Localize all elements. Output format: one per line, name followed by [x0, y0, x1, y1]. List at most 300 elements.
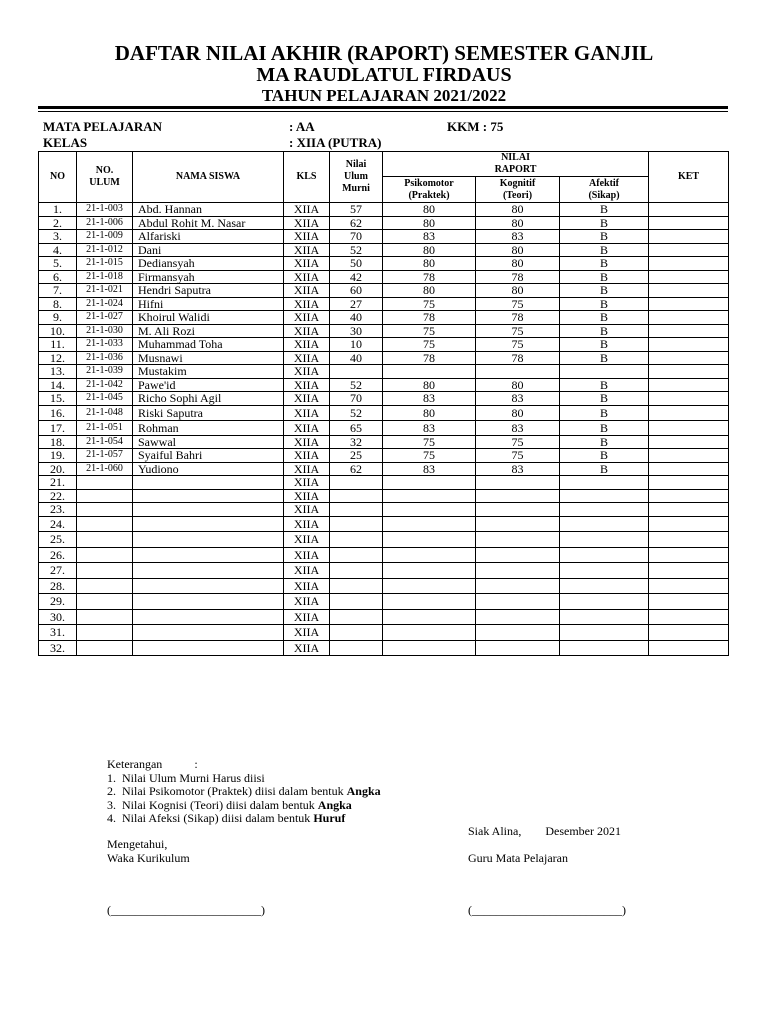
table-row [39, 378, 729, 392]
cell-no: 32. [39, 640, 77, 656]
cell-no: 24. [39, 516, 77, 532]
table-row [39, 257, 729, 271]
cell-no: 5. [39, 257, 77, 271]
cell-kognitif: 83 [476, 392, 560, 406]
cell-no: 22. [39, 489, 77, 503]
cell-no: 11. [39, 338, 77, 352]
cell-psikomotor [383, 547, 476, 563]
cell-nama: Yudiono [133, 462, 284, 476]
cell-afektif: B [560, 243, 649, 257]
cell-kls: XIIA [284, 338, 330, 352]
cell-nama: Syaiful Bahri [133, 449, 284, 463]
cell-nilai-ulum: 62 [330, 462, 383, 476]
cell-psikomotor [383, 476, 476, 490]
cell-psikomotor: 75 [383, 435, 476, 449]
table-row [39, 449, 729, 463]
cell-kognitif: 78 [476, 311, 560, 325]
cell-afektif: B [560, 435, 649, 449]
table-row [39, 609, 729, 625]
cell-no-ulum [77, 563, 133, 579]
cell-no-ulum: 21-1-009 [77, 230, 133, 244]
table-row [39, 578, 729, 594]
cell-afektif: B [560, 284, 649, 298]
cell-kls: XIIA [284, 476, 330, 490]
cell-psikomotor: 80 [383, 405, 476, 420]
cell-afektif: B [560, 230, 649, 244]
cell-nilai-ulum: 40 [330, 311, 383, 325]
cell-afektif: B [560, 270, 649, 284]
cell-kognitif [476, 609, 560, 625]
subject-value: : AA [289, 119, 315, 134]
school-name: MA RAUDLATUL FIRDAUS [256, 64, 512, 86]
right-sign-role: Guru Mata Pelajaran [468, 851, 568, 865]
cell-ket [649, 365, 729, 379]
cell-kls: XIIA [284, 609, 330, 625]
cell-afektif [560, 547, 649, 563]
cell-no-ulum [77, 476, 133, 490]
cell-no: 17. [39, 420, 77, 435]
cell-nilai-ulum: 42 [330, 270, 383, 284]
cell-nama [133, 625, 284, 641]
table-row [39, 435, 729, 449]
right-signature-line: (_________________________) [468, 903, 626, 917]
cell-psikomotor: 78 [383, 311, 476, 325]
cell-no: 9. [39, 311, 77, 325]
col-header-nilai-raport: NILAI RAPORT [383, 152, 649, 177]
cell-nama [133, 516, 284, 532]
cell-psikomotor [383, 594, 476, 610]
cell-nilai-ulum [330, 625, 383, 641]
cell-kls: XIIA [284, 640, 330, 656]
cell-afektif: B [560, 324, 649, 338]
cell-kls: XIIA [284, 405, 330, 420]
note-item: 2. Nilai Psikomotor (Praktek) diisi dalam bentuk Angka [107, 784, 381, 798]
place-date: Siak Alina, Desember 2021 [468, 824, 621, 838]
cell-kls: XIIA [284, 297, 330, 311]
notes-section [107, 758, 381, 826]
cell-nama [133, 532, 284, 548]
cell-psikomotor: 75 [383, 324, 476, 338]
document-title: DAFTAR NILAI AKHIR (RAPORT) SEMESTER GANJIL [114, 41, 654, 65]
cell-nilai-ulum: 50 [330, 257, 383, 271]
cell-no-ulum [77, 489, 133, 503]
cell-nama: Abdul Rohit M. Nasar [133, 216, 284, 230]
cell-kognitif: 83 [476, 462, 560, 476]
grades-table [38, 151, 729, 656]
cell-nilai-ulum [330, 594, 383, 610]
cell-nama: Dediansyah [133, 257, 284, 271]
cell-nilai-ulum: 27 [330, 297, 383, 311]
cell-kls: XIIA [284, 420, 330, 435]
cell-kls: XIIA [284, 625, 330, 641]
cell-kognitif: 80 [476, 405, 560, 420]
cell-no: 16. [39, 405, 77, 420]
cell-nama [133, 547, 284, 563]
table-row [39, 516, 729, 532]
cell-kognitif [476, 489, 560, 503]
cell-afektif [560, 563, 649, 579]
cell-nama: Alfariski [133, 230, 284, 244]
table-row [39, 532, 729, 548]
cell-ket [649, 532, 729, 548]
cell-afektif [560, 532, 649, 548]
cell-psikomotor [383, 578, 476, 594]
cell-no-ulum [77, 503, 133, 517]
cell-no-ulum [77, 609, 133, 625]
cell-nilai-ulum: 30 [330, 324, 383, 338]
cell-ket [649, 625, 729, 641]
cell-kls: XIIA [284, 449, 330, 463]
cell-no-ulum: 21-1-024 [77, 297, 133, 311]
table-row [39, 392, 729, 406]
cell-no: 28. [39, 578, 77, 594]
cell-psikomotor: 83 [383, 462, 476, 476]
cell-kognitif: 80 [476, 243, 560, 257]
table-row [39, 476, 729, 490]
cell-no-ulum: 21-1-003 [77, 203, 133, 217]
cell-nama [133, 489, 284, 503]
cell-kognitif: 83 [476, 420, 560, 435]
cell-ket [649, 462, 729, 476]
cell-ket [649, 516, 729, 532]
cell-no-ulum [77, 640, 133, 656]
cell-no-ulum: 21-1-021 [77, 284, 133, 298]
cell-kls: XIIA [284, 203, 330, 217]
cell-nilai-ulum [330, 365, 383, 379]
cell-afektif: B [560, 378, 649, 392]
cell-no: 8. [39, 297, 77, 311]
cell-psikomotor: 75 [383, 449, 476, 463]
cell-psikomotor [383, 516, 476, 532]
cell-ket [649, 203, 729, 217]
cell-no-ulum: 21-1-042 [77, 378, 133, 392]
cell-nama [133, 563, 284, 579]
cell-ket [649, 243, 729, 257]
cell-psikomotor: 80 [383, 378, 476, 392]
cell-no: 6. [39, 270, 77, 284]
cell-nama: Muhammad Toha [133, 338, 284, 352]
cell-kognitif [476, 578, 560, 594]
cell-ket [649, 640, 729, 656]
cell-nilai-ulum [330, 476, 383, 490]
cell-kognitif: 75 [476, 297, 560, 311]
cell-psikomotor: 78 [383, 270, 476, 284]
cell-nama [133, 503, 284, 517]
cell-no: 29. [39, 594, 77, 610]
cell-kognitif: 75 [476, 435, 560, 449]
note-item: 1. Nilai Ulum Murni Harus diisi [107, 770, 265, 785]
cell-nilai-ulum [330, 516, 383, 532]
cell-kognitif [476, 547, 560, 563]
cell-no: 31. [39, 625, 77, 641]
cell-nama [133, 594, 284, 610]
cell-nilai-ulum: 70 [330, 392, 383, 406]
cell-no: 26. [39, 547, 77, 563]
cell-ket [649, 230, 729, 244]
cell-nama: Musnawi [133, 351, 284, 365]
cell-afektif: B [560, 203, 649, 217]
cell-psikomotor: 78 [383, 351, 476, 365]
cell-nilai-ulum: 62 [330, 216, 383, 230]
cell-nama: Mustakim [133, 365, 284, 379]
cell-afektif [560, 365, 649, 379]
cell-nama: Hifni [133, 297, 284, 311]
cell-kls: XIIA [284, 230, 330, 244]
cell-nama: Firmansyah [133, 270, 284, 284]
cell-nama: Abd. Hannan [133, 203, 284, 217]
cell-no-ulum [77, 547, 133, 563]
cell-afektif: B [560, 338, 649, 352]
cell-afektif: B [560, 257, 649, 271]
cell-nilai-ulum [330, 532, 383, 548]
cell-afektif [560, 625, 649, 641]
cell-afektif [560, 640, 649, 656]
cell-no: 14. [39, 378, 77, 392]
cell-psikomotor: 80 [383, 203, 476, 217]
class-value: : XIIA (PUTRA) [289, 135, 382, 150]
left-signature-line: (_________________________) [107, 903, 265, 917]
cell-nilai-ulum [330, 489, 383, 503]
cell-kls: XIIA [284, 216, 330, 230]
cell-no: 2. [39, 216, 77, 230]
table-row [39, 462, 729, 476]
table-row [39, 216, 729, 230]
cell-no-ulum: 21-1-051 [77, 420, 133, 435]
cell-nilai-ulum: 52 [330, 405, 383, 420]
cell-ket [649, 420, 729, 435]
cell-no-ulum: 21-1-054 [77, 435, 133, 449]
cell-afektif [560, 476, 649, 490]
cell-nilai-ulum [330, 547, 383, 563]
note-item: 3. Nilai Kognisi (Teori) diisi dalam bentuk Angka [107, 797, 352, 812]
cell-kognitif [476, 640, 560, 656]
col-header-afektif: Afektif (Sikap) [560, 177, 649, 203]
table-row [39, 270, 729, 284]
cell-nilai-ulum: 65 [330, 420, 383, 435]
cell-nama: Sawwal [133, 435, 284, 449]
cell-psikomotor: 80 [383, 243, 476, 257]
cell-ket [649, 338, 729, 352]
cell-no: 18. [39, 435, 77, 449]
cell-nilai-ulum: 52 [330, 378, 383, 392]
cell-nilai-ulum: 32 [330, 435, 383, 449]
table-row [39, 351, 729, 365]
cell-afektif: B [560, 449, 649, 463]
cell-kls: XIIA [284, 257, 330, 271]
cell-no: 7. [39, 284, 77, 298]
cell-psikomotor: 75 [383, 338, 476, 352]
cell-afektif: B [560, 462, 649, 476]
cell-no: 10. [39, 324, 77, 338]
cell-kognitif: 80 [476, 284, 560, 298]
cell-afektif [560, 578, 649, 594]
cell-kls: XIIA [284, 435, 330, 449]
cell-nilai-ulum: 60 [330, 284, 383, 298]
cell-no: 23. [39, 503, 77, 517]
cell-kls: XIIA [284, 563, 330, 579]
cell-ket [649, 547, 729, 563]
cell-no: 30. [39, 609, 77, 625]
cell-kognitif: 75 [476, 338, 560, 352]
note-item: 4. Nilai Afeksi (Sikap) diisi dalam bentuk Huruf [107, 811, 346, 825]
cell-afektif [560, 609, 649, 625]
cell-kls: XIIA [284, 594, 330, 610]
cell-psikomotor [383, 532, 476, 548]
col-header-kognitif: Kognitif (Teori) [476, 177, 560, 203]
cell-kognitif: 78 [476, 351, 560, 365]
cell-psikomotor: 83 [383, 230, 476, 244]
cell-no-ulum [77, 625, 133, 641]
cell-no: 13. [39, 365, 77, 379]
col-header-kls: KLS [284, 152, 330, 203]
cell-kognitif: 75 [476, 449, 560, 463]
cell-afektif: B [560, 392, 649, 406]
cell-kls: XIIA [284, 503, 330, 517]
subject-label: MATA PELAJARAN [43, 119, 163, 134]
cell-nama [133, 640, 284, 656]
cell-kls: XIIA [284, 311, 330, 325]
cell-kognitif: 80 [476, 203, 560, 217]
cell-nama: Riski Saputra [133, 405, 284, 420]
cell-nilai-ulum: 40 [330, 351, 383, 365]
cell-ket [649, 563, 729, 579]
table-row [39, 420, 729, 435]
col-header-no: NO [39, 152, 77, 203]
cell-psikomotor: 80 [383, 257, 476, 271]
cell-nilai-ulum: 25 [330, 449, 383, 463]
cell-nilai-ulum [330, 563, 383, 579]
col-header-ket: KET [649, 152, 729, 203]
table-row [39, 640, 729, 656]
cell-ket [649, 284, 729, 298]
cell-no-ulum: 21-1-033 [77, 338, 133, 352]
cell-no-ulum: 21-1-006 [77, 216, 133, 230]
cell-ket [649, 392, 729, 406]
cell-kognitif: 78 [476, 270, 560, 284]
cell-no-ulum [77, 532, 133, 548]
cell-no-ulum: 21-1-057 [77, 449, 133, 463]
col-header-no-ulum: NO. ULUM [77, 152, 133, 203]
cell-afektif: B [560, 351, 649, 365]
table-row [39, 243, 729, 257]
cell-ket [649, 378, 729, 392]
cell-no-ulum: 21-1-048 [77, 405, 133, 420]
cell-kls: XIIA [284, 547, 330, 563]
cell-nama: Rohman [133, 420, 284, 435]
cell-kognitif: 83 [476, 230, 560, 244]
table-row [39, 625, 729, 641]
cell-nilai-ulum: 52 [330, 243, 383, 257]
cell-no-ulum [77, 516, 133, 532]
cell-kls: XIIA [284, 532, 330, 548]
cell-afektif: B [560, 297, 649, 311]
cell-nilai-ulum: 70 [330, 230, 383, 244]
cell-kognitif [476, 563, 560, 579]
cell-no-ulum: 21-1-060 [77, 462, 133, 476]
cell-ket [649, 405, 729, 420]
cell-kognitif [476, 516, 560, 532]
cell-nama: M. Ali Rozi [133, 324, 284, 338]
cell-psikomotor [383, 365, 476, 379]
cell-ket [649, 435, 729, 449]
cell-kognitif: 75 [476, 324, 560, 338]
cell-nama: Pawe'id [133, 378, 284, 392]
cell-afektif [560, 594, 649, 610]
cell-no: 21. [39, 476, 77, 490]
cell-kognitif: 80 [476, 216, 560, 230]
cell-no: 1. [39, 203, 77, 217]
cell-kls: XIIA [284, 284, 330, 298]
cell-afektif: B [560, 405, 649, 420]
cell-psikomotor: 83 [383, 420, 476, 435]
cell-psikomotor [383, 640, 476, 656]
cell-afektif: B [560, 311, 649, 325]
cell-ket [649, 489, 729, 503]
academic-year: TAHUN PELAJARAN 2021/2022 [261, 86, 507, 105]
cell-ket [649, 609, 729, 625]
cell-ket [649, 449, 729, 463]
cell-kls: XIIA [284, 516, 330, 532]
table-row [39, 503, 729, 517]
cell-afektif [560, 503, 649, 517]
cell-no-ulum: 21-1-018 [77, 270, 133, 284]
table-row [39, 297, 729, 311]
cell-ket [649, 324, 729, 338]
kkm-value: KKM : 75 [447, 119, 504, 134]
cell-kognitif [476, 503, 560, 517]
cell-kls: XIIA [284, 324, 330, 338]
cell-no-ulum: 21-1-027 [77, 311, 133, 325]
cell-afektif [560, 516, 649, 532]
cell-no-ulum: 21-1-015 [77, 257, 133, 271]
header-rule-thin [38, 111, 728, 112]
cell-kls: XIIA [284, 578, 330, 594]
cell-no: 19. [39, 449, 77, 463]
table-row [39, 405, 729, 420]
cell-nama [133, 578, 284, 594]
table-row [39, 594, 729, 610]
cell-kognitif [476, 365, 560, 379]
cell-kls: XIIA [284, 243, 330, 257]
cell-kls: XIIA [284, 392, 330, 406]
header-rule-thick [38, 106, 728, 109]
cell-nama: Hendri Saputra [133, 284, 284, 298]
table-row [39, 547, 729, 563]
cell-nilai-ulum: 10 [330, 338, 383, 352]
cell-psikomotor [383, 609, 476, 625]
cell-no: 27. [39, 563, 77, 579]
cell-ket [649, 351, 729, 365]
cell-nama: Dani [133, 243, 284, 257]
table-row [39, 489, 729, 503]
cell-nilai-ulum [330, 578, 383, 594]
left-sign-intro: Mengetahui, [107, 837, 168, 851]
cell-psikomotor: 80 [383, 216, 476, 230]
class-label: KELAS [43, 135, 88, 150]
cell-psikomotor [383, 563, 476, 579]
cell-ket [649, 594, 729, 610]
cell-ket [649, 257, 729, 271]
cell-psikomotor: 83 [383, 392, 476, 406]
cell-psikomotor [383, 625, 476, 641]
cell-ket [649, 311, 729, 325]
cell-nama [133, 476, 284, 490]
cell-kognitif: 80 [476, 378, 560, 392]
table-row [39, 311, 729, 325]
cell-no: 3. [39, 230, 77, 244]
table-row [39, 365, 729, 379]
cell-afektif: B [560, 216, 649, 230]
